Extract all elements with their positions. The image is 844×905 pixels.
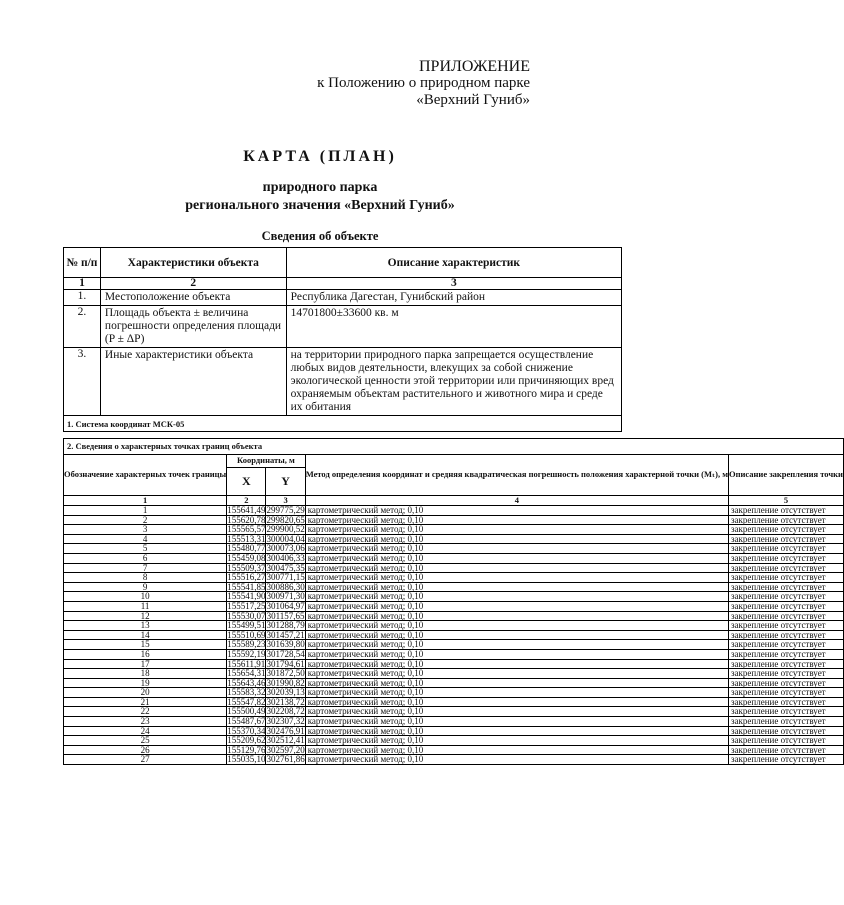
table-row <box>64 290 622 306</box>
coord-x: 155370,34 <box>227 725 266 736</box>
table-row <box>64 525 844 535</box>
column-number: 5 <box>729 495 844 506</box>
row-number: 2. <box>64 306 101 348</box>
point-id: 14 <box>64 630 227 640</box>
point-id: 6 <box>64 553 227 563</box>
coord-x: 155547,82 <box>227 696 266 707</box>
point-id: 4 <box>64 534 227 544</box>
fixing-cell: закрепление отсутствует <box>729 601 844 611</box>
column-number: 3 <box>286 278 621 290</box>
method-cell: картометрический метод; 0,10 <box>305 678 728 688</box>
header-fixing: Описание закрепления точки <box>729 454 844 495</box>
method-cell: картометрический метод; 0,10 <box>305 563 728 573</box>
row-number: 3. <box>64 348 101 416</box>
fixing-cell: закрепление отсутствует <box>729 563 844 573</box>
table-row <box>64 630 844 640</box>
table-row <box>64 736 844 746</box>
point-id: 2 <box>64 515 227 525</box>
table-row <box>64 563 844 573</box>
coord-x: 155035,10 <box>227 754 266 765</box>
fixing-cell: закрепление отсутствует <box>729 534 844 544</box>
coord-y: 302761,86 <box>266 754 305 765</box>
section-heading: Сведения об объекте <box>261 229 379 243</box>
coord-x: 155209,62 <box>227 735 266 746</box>
coord-y: 302512,41 <box>266 735 305 746</box>
point-id: 20 <box>64 688 227 698</box>
coord-x: 155611,91 <box>227 658 266 669</box>
coord-x: 155643,46 <box>227 677 266 688</box>
point-id: 5 <box>64 544 227 554</box>
coord-y: 300406,33 <box>266 552 305 563</box>
header-method: Метод определения координат и средняя квадратическая погрешность положения характерной точки (Mₜ), м <box>305 454 728 495</box>
point-id: 8 <box>64 573 227 583</box>
header-characteristics: Характеристики объекта <box>100 248 286 278</box>
fixing-cell: закрепление отсутствует <box>729 707 844 717</box>
table-row <box>64 707 844 717</box>
table-row <box>64 611 844 621</box>
coord-y: 301794,61 <box>266 658 305 669</box>
coord-x: 155654,31 <box>227 668 266 679</box>
fixing-cell: закрепление отсутствует <box>729 611 844 621</box>
coord-y: 300771,15 <box>266 572 305 583</box>
coord-y: 299820,65 <box>266 514 305 525</box>
fixing-cell: закрепление отсутствует <box>729 573 844 583</box>
point-id: 7 <box>64 563 227 573</box>
coord-y: 301728,54 <box>266 648 305 659</box>
row-description: Республика Дагестан, Гунибский район <box>286 290 621 306</box>
header-number: № п/п <box>64 248 101 278</box>
document-subtitle-1: природного парка <box>262 180 378 195</box>
method-cell: картометрический метод; 0,10 <box>305 544 728 554</box>
method-cell: картометрический метод; 0,10 <box>305 736 728 746</box>
document-subtitle-2: регионального значения «Верхний Гуниб» <box>185 198 455 213</box>
table-row <box>64 649 844 659</box>
coord-x: 155530,07 <box>227 610 266 621</box>
method-cell: картометрический метод; 0,10 <box>305 745 728 755</box>
table-row <box>64 592 844 602</box>
coord-y: 302039,13 <box>266 687 305 698</box>
row-number: 1. <box>64 290 101 306</box>
coord-x: 155516,27 <box>227 572 266 583</box>
coord-x: 155513,31 <box>227 533 266 544</box>
coord-y: 301639,80 <box>266 639 305 650</box>
coord-x: 155499,51 <box>227 620 266 631</box>
point-id: 22 <box>64 707 227 717</box>
header-y: Y <box>266 468 305 495</box>
point-id: 21 <box>64 697 227 707</box>
table-row <box>64 573 844 583</box>
table-row <box>64 717 844 727</box>
method-cell: картометрический метод; 0,10 <box>305 649 728 659</box>
method-cell: картометрический метод; 0,10 <box>305 688 728 698</box>
table-row <box>64 745 844 755</box>
fixing-cell: закрепление отсутствует <box>729 649 844 659</box>
fixing-cell: закрепление отсутствует <box>729 745 844 755</box>
table-row <box>64 601 844 611</box>
table-row <box>64 515 844 525</box>
table-row <box>64 669 844 679</box>
method-cell: картометрический метод; 0,10 <box>305 726 728 736</box>
table-row <box>64 582 844 592</box>
coord-x: 155509,37 <box>227 562 266 573</box>
method-cell: картометрический метод; 0,10 <box>305 525 728 535</box>
fixing-cell: закрепление отсутствует <box>729 553 844 563</box>
method-cell: картометрический метод; 0,10 <box>305 582 728 592</box>
fixing-cell: закрепление отсутствует <box>729 640 844 650</box>
point-id: 11 <box>64 601 227 611</box>
fixing-cell: закрепление отсутствует <box>729 726 844 736</box>
coord-x: 155541,90 <box>227 591 266 602</box>
fixing-cell: закрепление отсутствует <box>729 717 844 727</box>
coord-y: 301157,65 <box>266 610 305 621</box>
coord-y: 302138,72 <box>266 696 305 707</box>
coord-x: 155480,77 <box>227 543 266 554</box>
column-number: 3 <box>266 495 305 506</box>
point-id: 26 <box>64 745 227 755</box>
coord-y: 300475,35 <box>266 562 305 573</box>
fixing-cell: закрепление отсутствует <box>729 621 844 631</box>
fixing-cell: закрепление отсутствует <box>729 755 844 765</box>
method-cell: картометрический метод; 0,10 <box>305 755 728 765</box>
coord-y: 300073,06 <box>266 543 305 554</box>
method-cell: картометрический метод; 0,10 <box>305 573 728 583</box>
point-id: 19 <box>64 678 227 688</box>
point-id: 1 <box>64 506 227 516</box>
header-coordinates: Координаты, м <box>227 454 306 468</box>
boundary-points-table <box>63 438 844 765</box>
point-id: 27 <box>64 755 227 765</box>
coord-x: 155620,78 <box>227 514 266 525</box>
table-row <box>64 726 844 736</box>
table-row <box>64 306 622 348</box>
method-cell: картометрический метод; 0,10 <box>305 640 728 650</box>
coord-x: 155541,85 <box>227 581 266 592</box>
point-id: 10 <box>64 592 227 602</box>
row-description: 14701800±33600 кв. м <box>286 306 621 348</box>
coord-y: 299900,52 <box>266 524 305 535</box>
table-row <box>64 506 844 516</box>
table-row <box>64 659 844 669</box>
coord-x: 155510,69 <box>227 629 266 640</box>
fixing-cell: закрепление отсутствует <box>729 515 844 525</box>
fixing-cell: закрепление отсутствует <box>729 669 844 679</box>
row-description: на территории природного парка запрещается осуществление любых видов деятельности, влекущих за собой снижение экологической ценности этой территории или причиняющих вред охраняемым объектам растительного и животного мира и среде их обитания <box>286 348 621 416</box>
column-number: 1 <box>64 278 101 290</box>
table-row <box>64 621 844 631</box>
point-id: 16 <box>64 649 227 659</box>
method-cell: картометрический метод; 0,10 <box>305 669 728 679</box>
document-title: КАРТА (ПЛАН) <box>243 148 397 165</box>
method-cell: картометрический метод; 0,10 <box>305 601 728 611</box>
coord-y: 300886,30 <box>266 581 305 592</box>
row-name: Площадь объекта ± величина погрешности определения площади (P ± ΔP) <box>100 306 286 348</box>
coord-x: 155487,67 <box>227 716 266 727</box>
points-section-heading: 2. Сведения о характерных точках границ объекта <box>64 439 844 455</box>
coord-y: 301990,82 <box>266 677 305 688</box>
method-cell: картометрический метод; 0,10 <box>305 630 728 640</box>
method-cell: картометрический метод; 0,10 <box>305 534 728 544</box>
table-row <box>64 534 844 544</box>
point-id: 23 <box>64 717 227 727</box>
coord-x: 155500,49 <box>227 706 266 717</box>
table-row <box>64 640 844 650</box>
point-id: 25 <box>64 736 227 746</box>
coord-y: 302307,32 <box>266 716 305 727</box>
fixing-cell: закрепление отсутствует <box>729 506 844 516</box>
header-description: Описание характеристик <box>286 248 621 278</box>
annex-title: ПРИЛОЖЕНИЕ <box>418 58 530 75</box>
annex-line-2: к Положению о природном парке <box>317 75 530 91</box>
coord-y: 301288,79 <box>266 620 305 631</box>
point-id: 3 <box>64 525 227 535</box>
table-row <box>64 553 844 563</box>
coord-x: 155517,25 <box>227 600 266 611</box>
header-point: Обозначение характерных точек границы <box>64 454 227 495</box>
point-id: 9 <box>64 582 227 592</box>
fixing-cell: закрепление отсутствует <box>729 592 844 602</box>
annex-line-3: «Верхний Гуниб» <box>416 92 530 108</box>
coord-x: 155583,32 <box>227 687 266 698</box>
fixing-cell: закрепление отсутствует <box>729 544 844 554</box>
point-id: 17 <box>64 659 227 669</box>
fixing-cell: закрепление отсутствует <box>729 736 844 746</box>
coordinate-system: 1. Система координат МСК-05 <box>64 416 622 432</box>
point-id: 24 <box>64 726 227 736</box>
table-row <box>64 678 844 688</box>
header-x: X <box>227 468 266 495</box>
coord-x: 155641,49 <box>227 505 266 515</box>
coord-x: 155589,23 <box>227 639 266 650</box>
coord-y: 301064,97 <box>266 600 305 611</box>
method-cell: картометрический метод; 0,10 <box>305 707 728 717</box>
method-cell: картометрический метод; 0,10 <box>305 515 728 525</box>
coord-y: 299775,29 <box>266 505 305 515</box>
coord-y: 302597,20 <box>266 744 305 755</box>
coord-x: 155459,08 <box>227 552 266 563</box>
coord-x: 155129,76 <box>227 744 266 755</box>
method-cell: картометрический метод; 0,10 <box>305 611 728 621</box>
method-cell: картометрический метод; 0,10 <box>305 621 728 631</box>
point-id: 12 <box>64 611 227 621</box>
column-number: 4 <box>305 495 728 506</box>
fixing-cell: закрепление отсутствует <box>729 659 844 669</box>
table-row <box>64 755 844 765</box>
coord-x: 155592,19 <box>227 648 266 659</box>
point-id: 18 <box>64 669 227 679</box>
coord-y: 301457,21 <box>266 629 305 640</box>
column-number: 2 <box>100 278 286 290</box>
point-id: 15 <box>64 640 227 650</box>
fixing-cell: закрепление отсутствует <box>729 630 844 640</box>
column-number: 2 <box>227 495 266 506</box>
method-cell: картометрический метод; 0,10 <box>305 592 728 602</box>
row-name: Иные характеристики объекта <box>100 348 286 416</box>
coord-y: 300004,04 <box>266 533 305 544</box>
method-cell: картометрический метод; 0,10 <box>305 553 728 563</box>
method-cell: картометрический метод; 0,10 <box>305 717 728 727</box>
method-cell: картометрический метод; 0,10 <box>305 659 728 669</box>
table-row <box>64 697 844 707</box>
column-number: 1 <box>64 495 227 506</box>
fixing-cell: закрепление отсутствует <box>729 688 844 698</box>
point-id: 13 <box>64 621 227 631</box>
coord-y: 302476,91 <box>266 725 305 736</box>
fixing-cell: закрепление отсутствует <box>729 582 844 592</box>
fixing-cell: закрепление отсутствует <box>729 525 844 535</box>
coord-y: 300971,30 <box>266 591 305 602</box>
row-name: Местоположение объекта <box>100 290 286 306</box>
object-info-table <box>63 247 622 432</box>
coord-y: 301872,50 <box>266 668 305 679</box>
method-cell: картометрический метод; 0,10 <box>305 506 728 516</box>
annex-block <box>317 58 530 109</box>
method-cell: картометрический метод; 0,10 <box>305 697 728 707</box>
fixing-cell: закрепление отсутствует <box>729 697 844 707</box>
table-row <box>64 688 844 698</box>
table-row <box>64 348 622 416</box>
table-row <box>64 544 844 554</box>
fixing-cell: закрепление отсутствует <box>729 678 844 688</box>
coord-y: 302208,72 <box>266 706 305 717</box>
coord-x: 155565,57 <box>227 524 266 535</box>
